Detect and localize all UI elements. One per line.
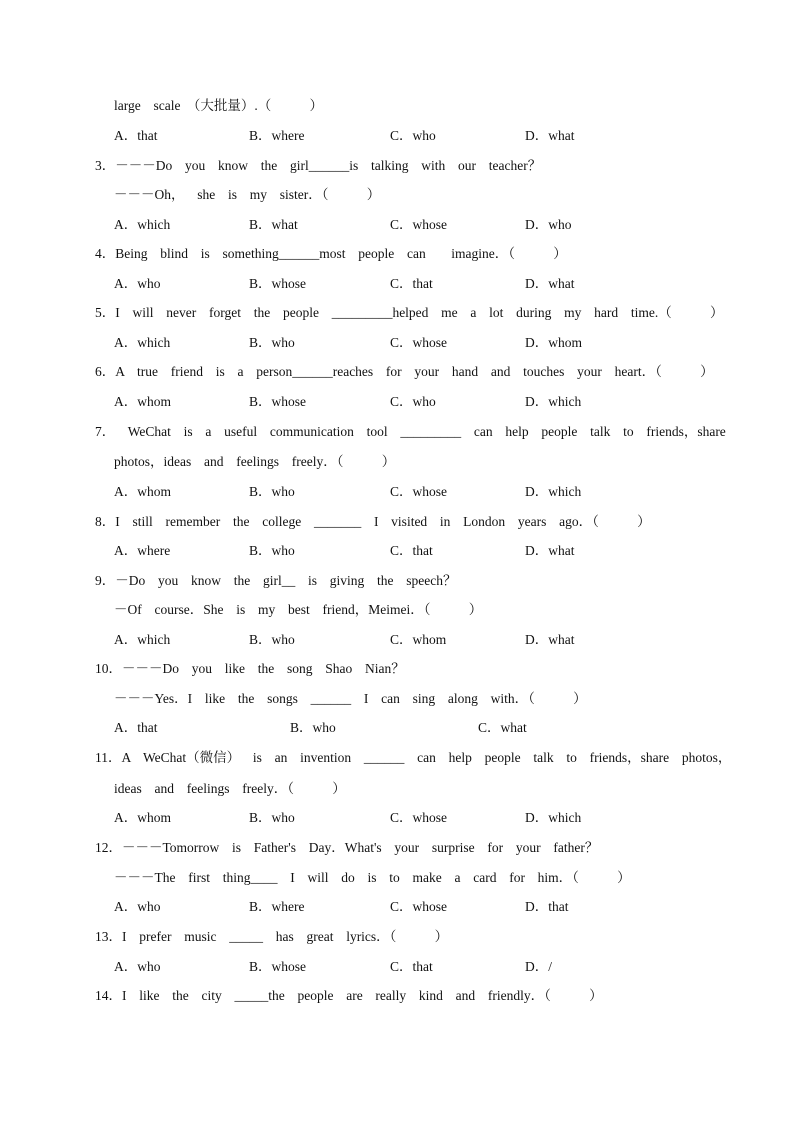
option-b[interactable]: B．who bbox=[249, 335, 295, 350]
question-text: 12．－－－Tomorrow is Father's Day．What's your surprise for your father？ bbox=[95, 840, 599, 855]
option-c[interactable]: C．whose bbox=[390, 810, 447, 825]
question-text: －－－Yes．I like the songs ______ I can sing along with．（ ） bbox=[114, 691, 587, 706]
option-a[interactable]: A．which bbox=[114, 335, 171, 350]
option-b[interactable]: B．who bbox=[290, 720, 336, 735]
option-b[interactable]: B．who bbox=[249, 632, 295, 647]
question-7 bbox=[0, 422, 800, 442]
question-4-options bbox=[0, 274, 800, 294]
option-a[interactable]: A．which bbox=[114, 217, 171, 232]
question-12-line-2 bbox=[0, 868, 800, 888]
question-text: －－－Oh， she is my sister．（ ） bbox=[114, 187, 381, 202]
option-c[interactable]: C．that bbox=[390, 543, 433, 558]
question-5-options bbox=[0, 333, 800, 353]
question-text: 3．－－－Do you know the girl______is talking with our teacher？ bbox=[95, 158, 542, 173]
question-text: photos，ideas and feelings freely．（ ） bbox=[114, 454, 396, 469]
option-d[interactable]: D．/ bbox=[525, 959, 552, 974]
question-13-options bbox=[0, 957, 800, 977]
option-b[interactable]: B．what bbox=[249, 217, 298, 232]
question-4 bbox=[0, 244, 800, 264]
option-c[interactable]: C．who bbox=[390, 394, 436, 409]
option-d[interactable]: D．which bbox=[525, 810, 582, 825]
question-9 bbox=[0, 571, 800, 591]
question-text: －－－The first thing____ I will do is to make a card for him．（ ） bbox=[114, 870, 631, 885]
question-5 bbox=[0, 303, 800, 323]
option-b[interactable]: B．whose bbox=[249, 394, 306, 409]
question-text: 13．I prefer music _____ has great lyrics．（ ） bbox=[95, 929, 449, 944]
question-13 bbox=[0, 927, 800, 947]
question-9-options bbox=[0, 630, 800, 650]
question-11-options bbox=[0, 808, 800, 828]
question-text: 4．Being blind is something______most people can imagine．（ ） bbox=[95, 246, 567, 261]
option-b[interactable]: B．whose bbox=[249, 276, 306, 291]
question-text: 5．I will never forget the people _________helped me a lot during my hard time.（ ） bbox=[95, 305, 724, 320]
option-d[interactable]: D．what bbox=[525, 276, 575, 291]
question-8 bbox=[0, 512, 800, 532]
option-d[interactable]: D．which bbox=[525, 484, 582, 499]
option-b[interactable]: B．who bbox=[249, 484, 295, 499]
question-text: 14．I like the city _____the people are really kind and friendly．（ ） bbox=[95, 988, 603, 1003]
question-text: 10．－－－Do you like the song Shao Nian？ bbox=[95, 661, 405, 676]
question-10 bbox=[0, 659, 800, 679]
option-c[interactable]: C．whose bbox=[390, 484, 447, 499]
question-12 bbox=[0, 838, 800, 858]
option-a[interactable]: A．whom bbox=[114, 484, 171, 499]
question-8-options bbox=[0, 541, 800, 561]
option-d[interactable]: D．who bbox=[525, 217, 572, 232]
question-7-options bbox=[0, 482, 800, 502]
option-b[interactable]: B．where bbox=[249, 899, 305, 914]
question-text: 11．A WeChat（微信） is an invention ______ can help people talk to friends，share photos， bbox=[95, 750, 732, 765]
question-3-line-2 bbox=[0, 185, 800, 205]
option-c[interactable]: C．whose bbox=[390, 335, 447, 350]
question-text: 6．A true friend is a person______reaches for your hand and touches your heart．（ ） bbox=[95, 364, 714, 379]
question-6 bbox=[0, 362, 800, 382]
question-6-options bbox=[0, 392, 800, 412]
option-c[interactable]: C．what bbox=[478, 720, 527, 735]
option-a[interactable]: A．who bbox=[114, 899, 161, 914]
question-text: 8．I still remember the college _______ I visited in London years ago．（ ） bbox=[95, 514, 651, 529]
question-text: large scale （大批量）.（ ） bbox=[114, 98, 323, 113]
question-2-options bbox=[0, 126, 800, 146]
option-b[interactable]: B．who bbox=[249, 543, 295, 558]
question-text: 9．－Do you know the girl__ is giving the speech？ bbox=[95, 573, 457, 588]
option-c[interactable]: C．who bbox=[390, 128, 436, 143]
option-a[interactable]: A．whom bbox=[114, 810, 171, 825]
option-b[interactable]: B．whose bbox=[249, 959, 306, 974]
option-d[interactable]: D．what bbox=[525, 128, 575, 143]
question-text: 7． WeChat is a useful communication tool _________ can help people talk to friends，share bbox=[95, 424, 726, 439]
question-12-options bbox=[0, 897, 800, 917]
question-7-line-2 bbox=[0, 452, 800, 472]
option-d[interactable]: D．that bbox=[525, 899, 569, 914]
question-text: ideas and feelings freely．（ ） bbox=[114, 781, 346, 796]
option-d[interactable]: D．what bbox=[525, 632, 575, 647]
option-c[interactable]: C．whose bbox=[390, 899, 447, 914]
option-a[interactable]: A．whom bbox=[114, 394, 171, 409]
option-b[interactable]: B．where bbox=[249, 128, 305, 143]
question-3-options bbox=[0, 215, 800, 235]
option-d[interactable]: D．what bbox=[525, 543, 575, 558]
option-b[interactable]: B．who bbox=[249, 810, 295, 825]
question-2-continuation bbox=[0, 96, 800, 116]
question-10-line-2 bbox=[0, 689, 800, 709]
option-c[interactable]: C．whom bbox=[390, 632, 447, 647]
question-11 bbox=[0, 748, 800, 768]
question-11-line-2 bbox=[0, 779, 800, 799]
question-9-line-2 bbox=[0, 600, 800, 620]
option-a[interactable]: A．that bbox=[114, 128, 158, 143]
option-a[interactable]: A．which bbox=[114, 632, 171, 647]
option-a[interactable]: A．who bbox=[114, 276, 161, 291]
option-a[interactable]: A．who bbox=[114, 959, 161, 974]
option-c[interactable]: C．that bbox=[390, 276, 433, 291]
option-c[interactable]: C．whose bbox=[390, 217, 447, 232]
question-text: －Of course．She is my best friend，Meimei．（ ） bbox=[114, 602, 483, 617]
option-c[interactable]: C．that bbox=[390, 959, 433, 974]
option-d[interactable]: D．which bbox=[525, 394, 582, 409]
question-3 bbox=[0, 156, 800, 176]
question-14 bbox=[0, 986, 800, 1006]
question-10-options bbox=[0, 718, 800, 738]
option-a[interactable]: A．that bbox=[114, 720, 158, 735]
option-d[interactable]: D．whom bbox=[525, 335, 582, 350]
option-a[interactable]: A．where bbox=[114, 543, 171, 558]
